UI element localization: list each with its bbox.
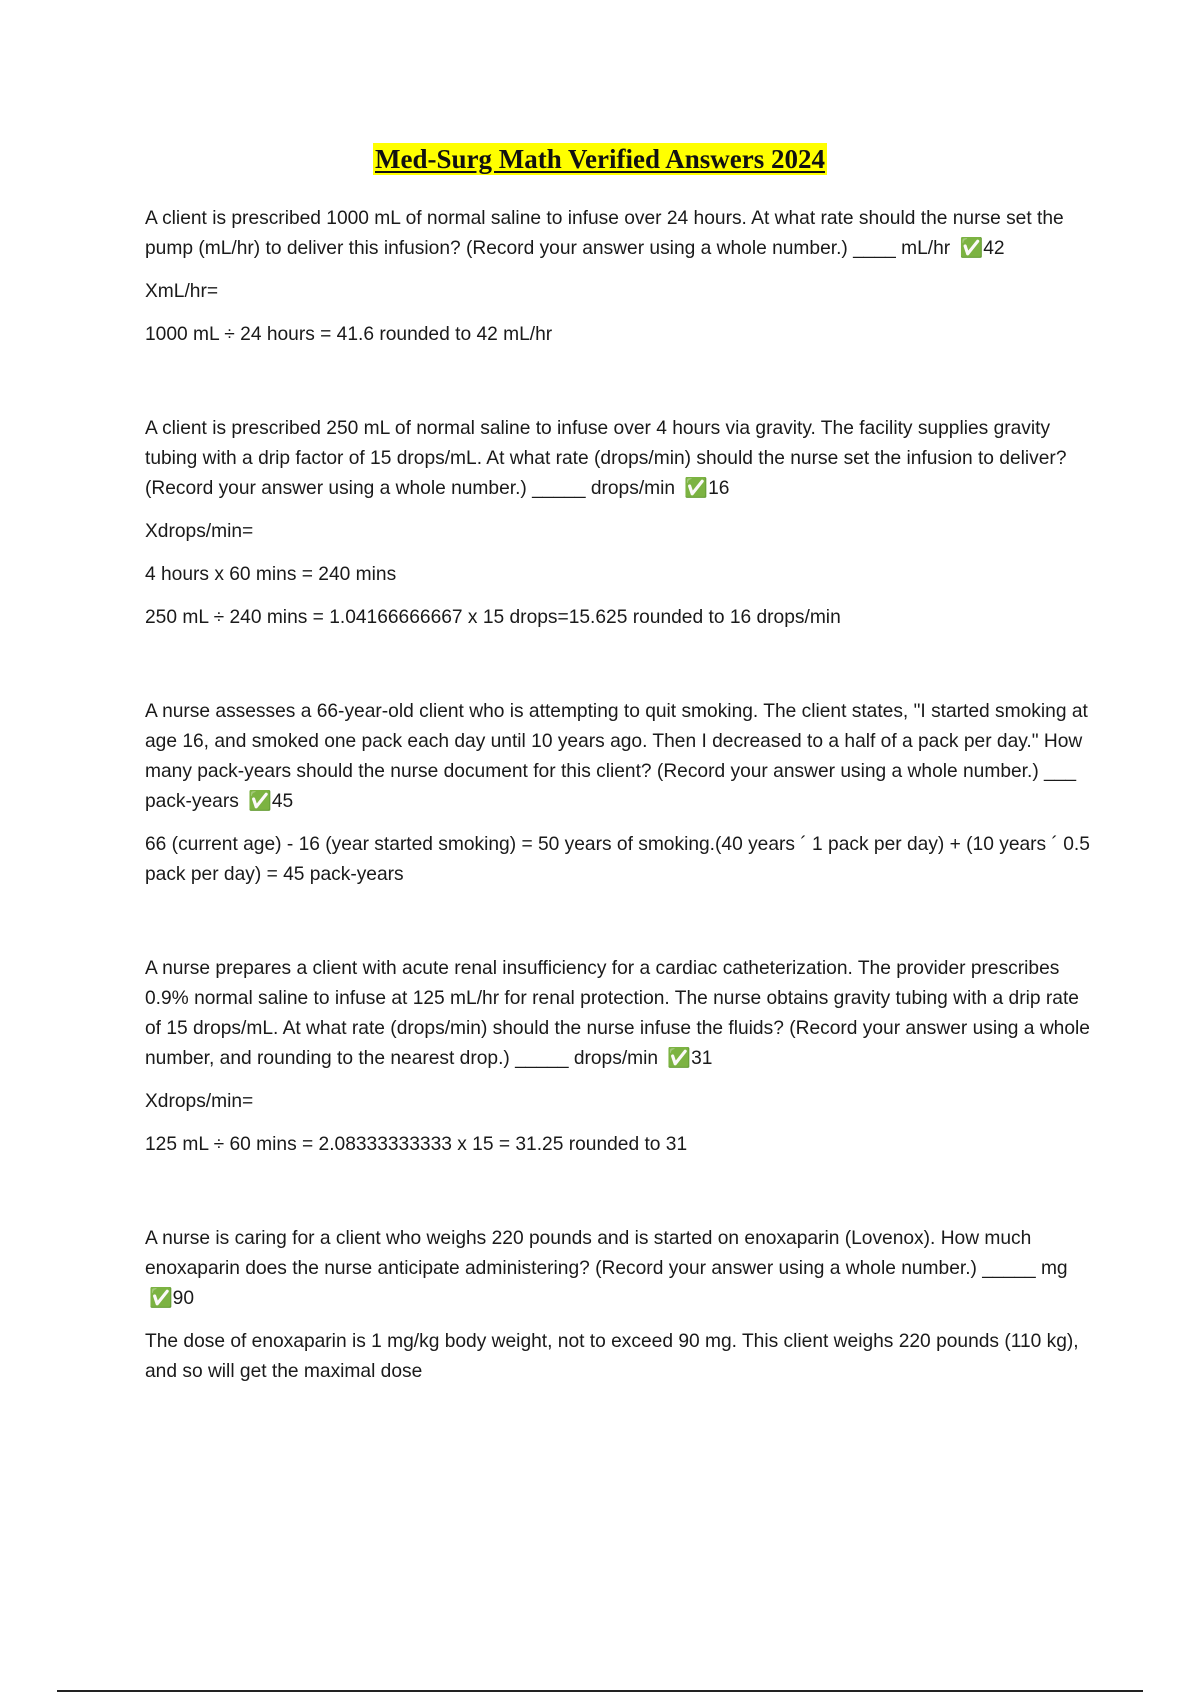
checkmark-icon: ✅ — [248, 791, 272, 812]
spacer — [145, 350, 1095, 414]
answer-value: 45 — [271, 791, 294, 812]
spacer — [145, 1160, 1095, 1224]
work-line: 66 (current age) - 16 (year started smoking) = 50 years of smoking.(40 years ´ 1 pack per day) + (10 years ´ 0.5 pack per day) = 45 pack-years — [145, 834, 1090, 885]
answer-value: 16 — [708, 478, 730, 499]
work-line: 125 mL ÷ 60 mins = 2.08333333333 x 15 = 31.25 rounded to 31 — [145, 1134, 688, 1155]
question-text: A nurse assesses a 66-year-old client who is attempting to quit smoking. The client states, "I started smoking at age 16, and smoked one pack each day until 10 years ago. Then I decreased to a half of a pack per day." How many pack-years should the nurse document for this client? (Record your answer using a whole number.) ___ pack-years ✅45 — [145, 697, 1095, 817]
work-line: The dose of enoxaparin is 1 mg/kg body weight, not to exceed 90 mg. This client weighs 220 pounds (110 kg), and so will get the maximal dose — [145, 1331, 1079, 1382]
work-line: 4 hours x 60 mins = 240 mins — [145, 564, 397, 585]
checkmark-icon: ✅ — [959, 238, 984, 259]
title-container — [0, 143, 1200, 175]
footer-divider — [57, 1690, 1143, 1692]
answer-value: 42 — [983, 238, 1005, 259]
answer-value: 31 — [691, 1048, 713, 1069]
spacer — [145, 633, 1095, 697]
spacer — [145, 890, 1095, 954]
question-text: A nurse prepares a client with acute renal insufficiency for a cardiac catheterization. The provider prescribes 0.9% normal saline to infuse at 125 mL/hr for renal protection. The nurse obtains gravity tubing with a drip rate of 15 drops/mL. At what rate (drops/min) should the nurse infuse the fluids? (Record your answer using a whole number, and rounding to the nearest drop.) _____ drops/min ✅31 — [145, 954, 1095, 1074]
document-body — [145, 204, 1095, 1387]
checkmark-icon: ✅ — [684, 478, 709, 499]
work-line: Xdrops/min= — [145, 521, 254, 542]
page-title: Med-Surg Math Verified Answers 2024 — [375, 144, 825, 174]
question-block-3 — [145, 697, 1095, 890]
question-block-2 — [145, 414, 1095, 633]
question-block-1 — [145, 204, 1095, 350]
work-line: 1000 mL ÷ 24 hours = 41.6 rounded to 42 mL/hr — [145, 324, 553, 345]
work-line: Xdrops/min= — [145, 1091, 254, 1112]
question-text: A client is prescribed 1000 mL of normal saline to infuse over 24 hours. At what rate should the nurse set the pump (mL/hr) to deliver this infusion? (Record your answer using a whole number.) ____ mL/hr ✅42 — [145, 204, 1095, 264]
answer-value: 90 — [172, 1288, 195, 1309]
work-line: XmL/hr= — [145, 281, 219, 302]
checkmark-icon: ✅ — [667, 1048, 692, 1069]
question-block-5 — [145, 1224, 1095, 1387]
question-text: A client is prescribed 250 mL of normal saline to infuse over 4 hours via gravity. The facility supplies gravity tubing with a drip factor of 15 drops/mL. At what rate (drops/min) should the nurse set the infusion to deliver? (Record your answer using a whole number.) _____ drops/min ✅16 — [145, 414, 1095, 504]
checkmark-icon: ✅ — [149, 1288, 173, 1309]
question-text: A nurse is caring for a client who weighs 220 pounds and is started on enoxaparin (Lovenox). How much enoxaparin does the nurse anticipate administering? (Record your answer using a whole number.) _____ mg ✅90 — [145, 1224, 1095, 1314]
work-line: 250 mL ÷ 240 mins = 1.04166666667 x 15 drops=15.625 rounded to 16 drops/min — [145, 607, 841, 628]
question-block-4 — [145, 954, 1095, 1160]
